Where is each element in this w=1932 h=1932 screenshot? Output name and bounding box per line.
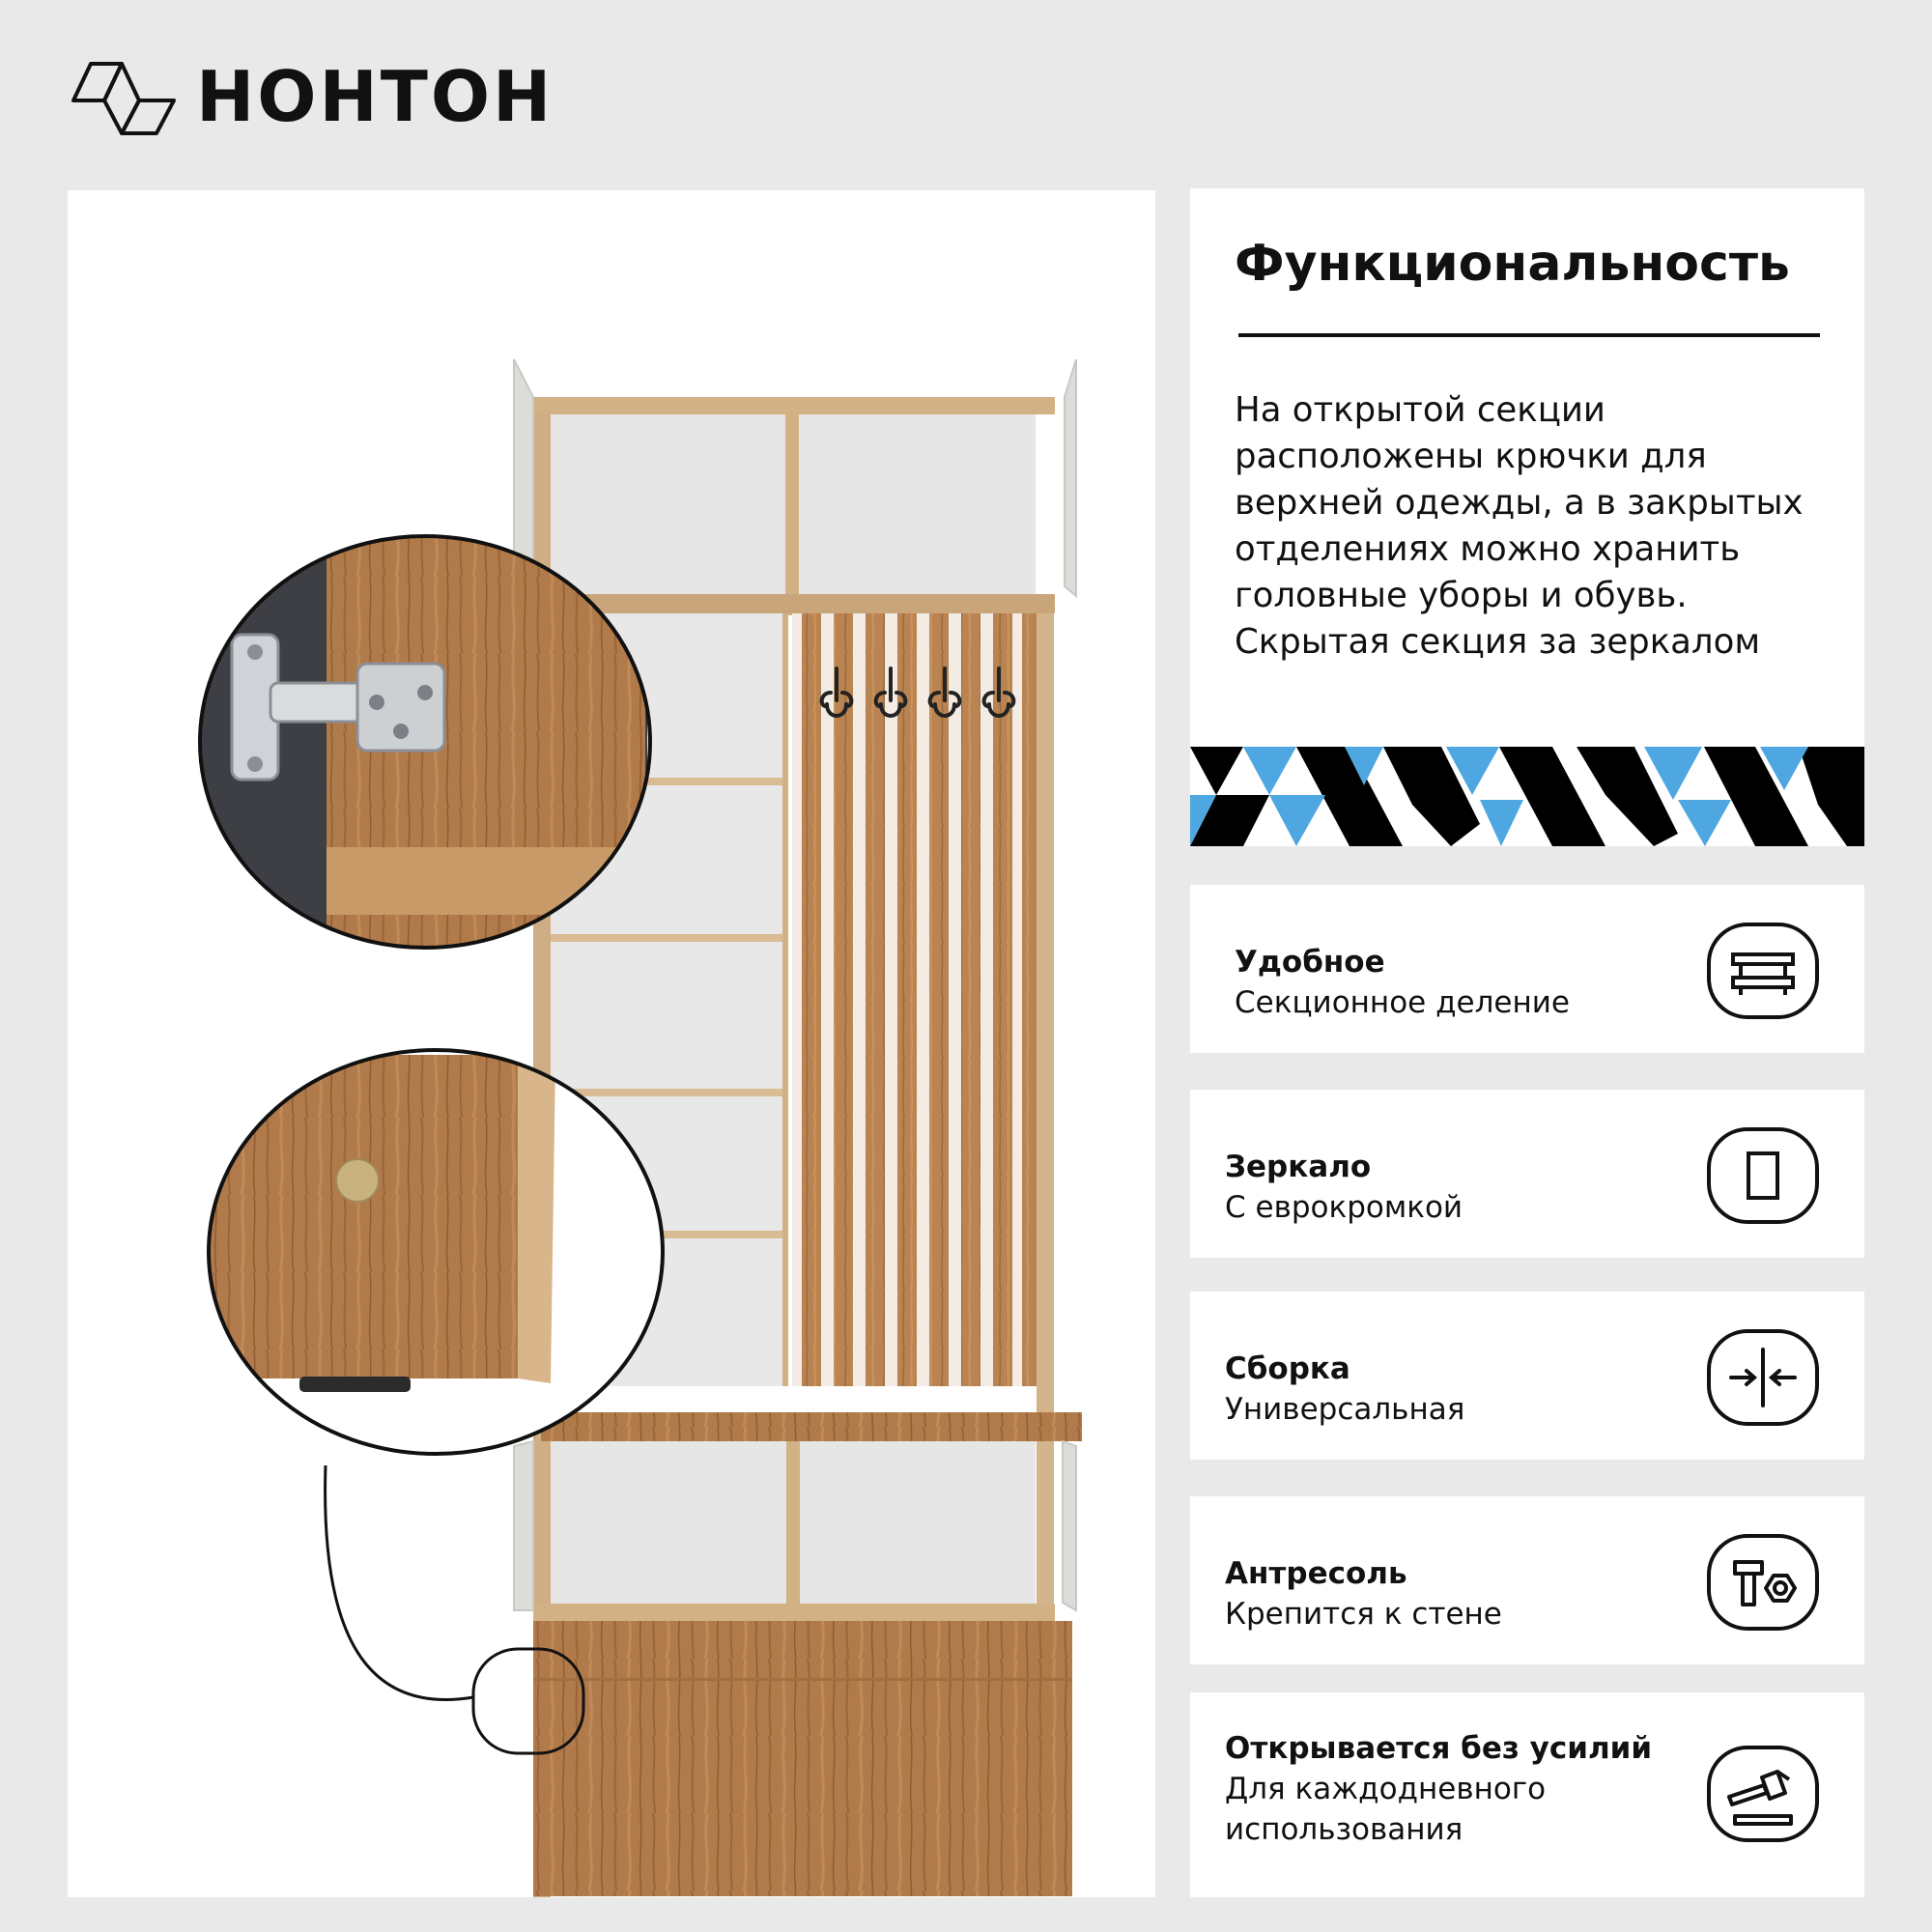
info-line: На открытой секции	[1235, 390, 1605, 430]
feature-card	[1190, 1692, 1864, 1897]
triangle-pattern	[1190, 747, 1864, 846]
feature-title: Удобное	[1235, 945, 1385, 980]
feature-card	[1190, 1090, 1864, 1258]
brand-logo-icon	[70, 58, 178, 135]
feature-subtitle: Универсальная	[1225, 1392, 1465, 1427]
info-card	[1190, 188, 1864, 846]
feature-title: Открывается без усилий	[1225, 1731, 1653, 1766]
info-line: верхней одежды, а в закрытых	[1235, 483, 1804, 523]
leg-closeup	[203, 1050, 667, 1456]
product-panel	[68, 190, 1155, 1897]
feature-title: Антресоль	[1225, 1556, 1407, 1591]
bolt-nut-icon	[1706, 1533, 1820, 1632]
callout-connector	[326, 1465, 473, 1700]
info-title: Функциональность	[1235, 235, 1790, 293]
feature-subtitle: Крепится к стене	[1225, 1597, 1502, 1632]
assembly-arrows-icon	[1706, 1328, 1820, 1427]
shelves-icon	[1706, 922, 1820, 1020]
feature-subtitle: Для каждодневного использования	[1225, 1772, 1547, 1847]
info-divider	[1238, 333, 1820, 337]
feature-card	[1190, 885, 1864, 1053]
feature-title: Сборка	[1225, 1351, 1350, 1386]
brand-name: НОНТОН	[196, 56, 554, 137]
feature-card	[1190, 1496, 1864, 1664]
feature-subtitle: С еврокромкой	[1225, 1190, 1463, 1225]
info-description	[1235, 387, 1833, 666]
info-line: головные уборы и обувь.	[1235, 576, 1688, 615]
info-line: расположены крючки для	[1235, 437, 1707, 476]
wardrobe-illustration	[68, 190, 1155, 1897]
feature-card	[1190, 1292, 1864, 1460]
feature-title: Зеркало	[1225, 1150, 1372, 1184]
info-line: отделениях можно хранить	[1235, 529, 1741, 569]
feature-subtitle: Секционное деление	[1235, 985, 1570, 1020]
mirror-icon	[1706, 1126, 1820, 1225]
info-line: Скрытая секция за зеркалом	[1235, 622, 1761, 662]
hammer-icon	[1706, 1745, 1820, 1843]
